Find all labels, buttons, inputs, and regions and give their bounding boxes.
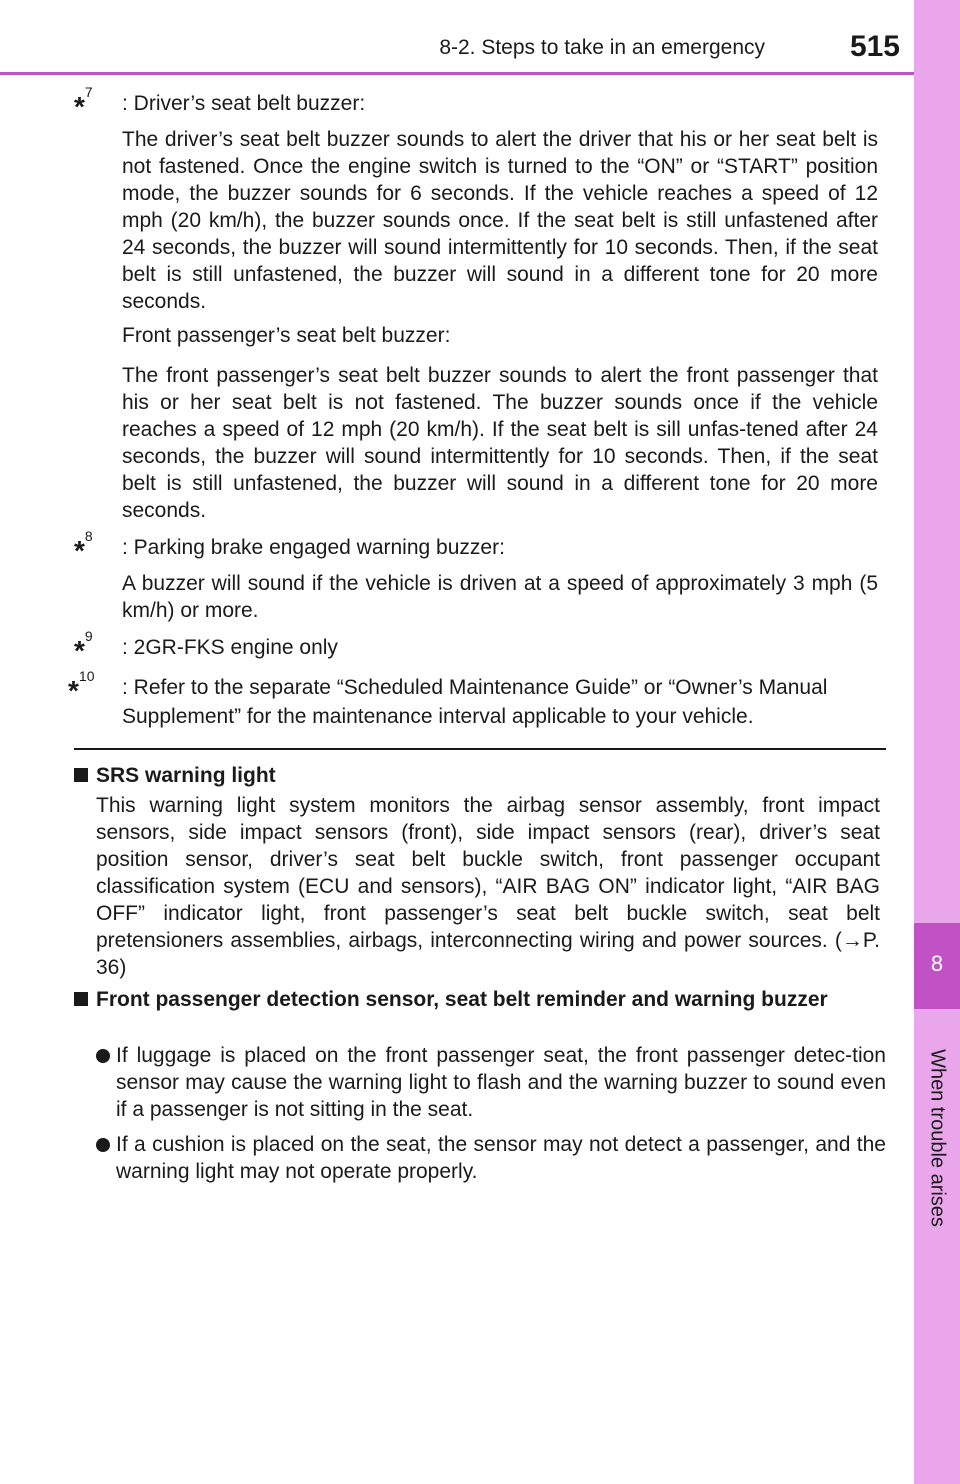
bullet-icon xyxy=(96,1049,110,1063)
footnote-marker-7: *$^7$ xyxy=(74,84,93,122)
header-rule xyxy=(0,72,914,75)
footnote-7-title: : Driver’s seat belt buzzer: xyxy=(122,92,366,115)
chapter-title: When trouble arises xyxy=(926,1049,949,1227)
footnote-7-paragraph-1: The driver’s seat belt buzzer sounds to alert the driver that his or her seat belt is not fastened. Once the engine switch is turned to the “ON” or “START” position mode, the buzzer sounds for 6 seconds. If the vehicle reaches a speed of 12 mph (20 km/h), the buzzer sounds once. If the seat belt is still unfastened after 24 seconds, the buzzer will sound intermittently for 10 seconds. Then, if the seat belt is still unfastened, the buzzer will sound in a different tone for 20 more seconds. xyxy=(122,128,878,313)
footnote-10-title: : Refer to the separate “Scheduled Maintenance Guide” or “Owner’s Manual xyxy=(122,676,828,699)
bullet-icon xyxy=(96,1138,110,1152)
footnote-7-paragraph-3: The front passenger’s seat belt buzzer sounds to alert the front passenger that his or her seat belt is not fastened. The buzzer sounds once if the vehicle reaches a speed of 12 mph (20 km/h). If the seat belt is sill unfas-tened after 24 seconds, the buzzer will sound intermittently for 10 seconds. Then, if the seat belt is still unfastened, the buzzer will sound in a different tone for 20 more seconds. xyxy=(122,364,878,522)
section-heading-front-passenger-detection: Front passenger detection sensor, seat belt reminder and warning buzzer xyxy=(74,986,886,1013)
section-divider xyxy=(74,748,886,750)
chapter-number: 8 xyxy=(930,951,944,976)
footnote-marker-10: *$^{10}$ xyxy=(68,668,95,706)
front-passenger-bullet-2: If a cushion is placed on the seat, the sensor may not detect a passenger, and the warning light may not operate properly. xyxy=(116,1133,886,1183)
section-header: 8-2. Steps to take in an emergency xyxy=(439,36,765,59)
footnote-marker-9: *$^9$ xyxy=(74,628,93,666)
footnote-9-title: : 2GR-FKS engine only xyxy=(122,636,338,659)
page-number: 515 xyxy=(849,30,900,63)
footnote-8-paragraph-1: A buzzer will sound if the vehicle is driven at a speed of approximately 3 mph (5 km/h) or more. xyxy=(122,572,878,622)
srs-warning-light-text: This warning light system monitors the airbag sensor assembly, front impact sensors, side impact sensors (front), side impact sensors (rear), driver’s seat position sensor, driver’s seat belt buckle switch, front passenger occupant classification system (ECU and sensors), “AIR BAG ON” indicator light, “AIR BAG OFF” indicator light, front passenger’s seat belt buckle switch, seat belt pretensioners assemblies, airbags, interconnecting wiring and power sources. (→P. 36) xyxy=(96,794,880,979)
footnote-8-title: : Parking brake engaged warning buzzer: xyxy=(122,536,505,559)
square-bullet-icon xyxy=(74,768,88,782)
front-passenger-bullet-1: If luggage is placed on the front passenger seat, the front passenger detec-tion sensor may cause the warning light to flash and the warning buzzer to sound even if a passenger is not sitting in the seat. xyxy=(116,1044,886,1121)
footnote-7-paragraph-2: Front passenger’s seat belt buzzer: xyxy=(122,324,451,347)
chapter-side-tab xyxy=(914,0,960,1484)
square-bullet-icon xyxy=(74,992,88,1006)
footnote-marker-8: *$^8$ xyxy=(74,528,93,566)
section-heading-srs-warning-light: SRS warning light xyxy=(74,762,886,789)
footnote-10-paragraph-1: Supplement” for the maintenance interval applicable to your vehicle. xyxy=(122,705,754,728)
